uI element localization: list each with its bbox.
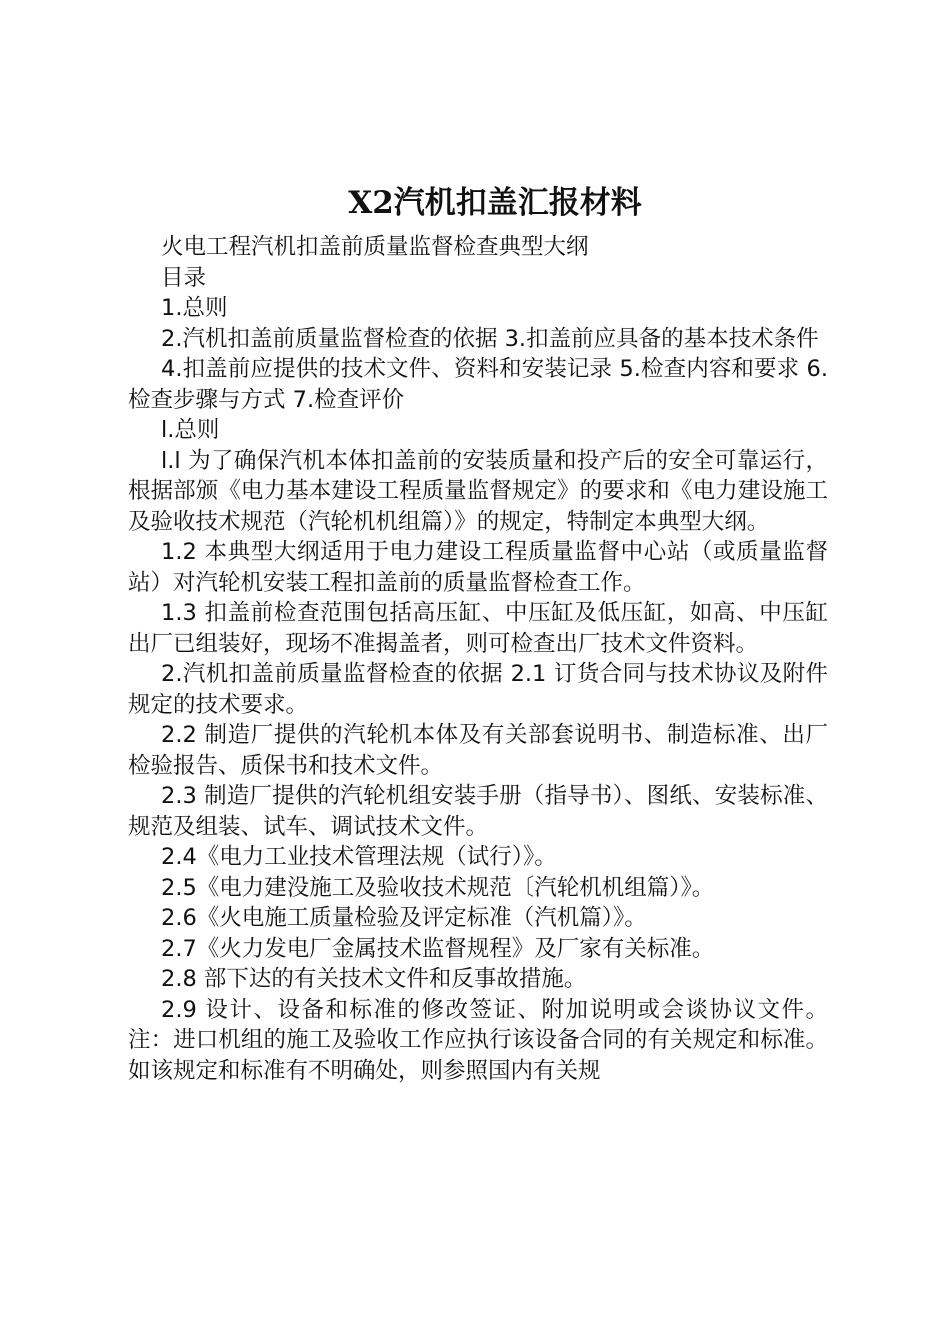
- document-title: X2汽机扣盖汇报材料: [348, 185, 642, 221]
- paragraph: 2.7《火力发电厂金属技术监督规程》及厂家有关标准。: [161, 935, 715, 962]
- paragraph: 1.2 本典型大纲适用于电力建设工程质量监督中心站（或质量监督站）对汽轮机安装工程扣盖前的质量监督检查工作。: [128, 539, 828, 596]
- paragraph-toc-item: 4.扣盖前应提供的技术文件、资料和安装记录 5.检查内容和要求 6.检查步骤与方式 7.检查评价: [128, 356, 828, 413]
- paragraph: 1.3 扣盖前检查范围包括高压缸、中压缸及低压缸，如高、中压缸出厂已组装好，现场不准揭盖者，则可检查出厂技术文件资料。: [128, 600, 828, 657]
- paragraph: l.l 为了确保汽机本体扣盖前的安装质量和投产后的安全可靠运行，根据部颁《电力基本建设工程质量监督规定》的要求和《电力建设施工及验收技术规范（汽轮机机组篇）》的规定，特制定本典型大纲。: [128, 447, 828, 535]
- paragraph: 2.3 制造厂提供的汽轮机组安装手册（指导书）、图纸、安装标准、规范及组装、试车、调试技术文件。: [128, 783, 828, 840]
- paragraph: 2.汽机扣盖前质量监督检查的依据 2.1 订货合同与技术协议及附件规定的技术要求。: [128, 661, 828, 718]
- paragraph-toc-item: 1.总则: [161, 295, 228, 321]
- paragraph-subtitle: 火电工程汽机扣盖前质量监督检查典型大纲: [161, 234, 589, 260]
- paragraph-toc-heading: 目录: [161, 264, 207, 291]
- section-heading: l.总则: [161, 417, 220, 443]
- paragraph: 2.5《电力建没施工及验收技术规范〔汽轮机机组篇）》。: [161, 874, 715, 901]
- paragraph: 2.8 部下达的有关技术文件和反事故措施。: [161, 966, 587, 992]
- paragraph-toc-item: 2.汽机扣盖前质量监督检查的依据 3.扣盖前应具备的基本技术条件: [161, 325, 819, 352]
- paragraph: 2.4《电力工业技术管理法规（试行）》。: [161, 844, 557, 870]
- paragraph: 2.2 制造厂提供的汽轮机本体及有关部套说明书、制造标准、出厂检验报告、质保书和技术文件。: [128, 722, 828, 779]
- paragraph: 2.6《火电施工质量检验及评定标准（汽机篇）》。: [161, 905, 647, 931]
- document-page: [128, 178, 828, 1086]
- paragraph: 2.9 设计、设备和标准的修改签证、附加说明或会谈协议文件。注：进口机组的施工及验收工作应执行该设备合同的有关规定和标准。如该规定和标准有不明确处，则参照国内有关规: [128, 996, 828, 1084]
